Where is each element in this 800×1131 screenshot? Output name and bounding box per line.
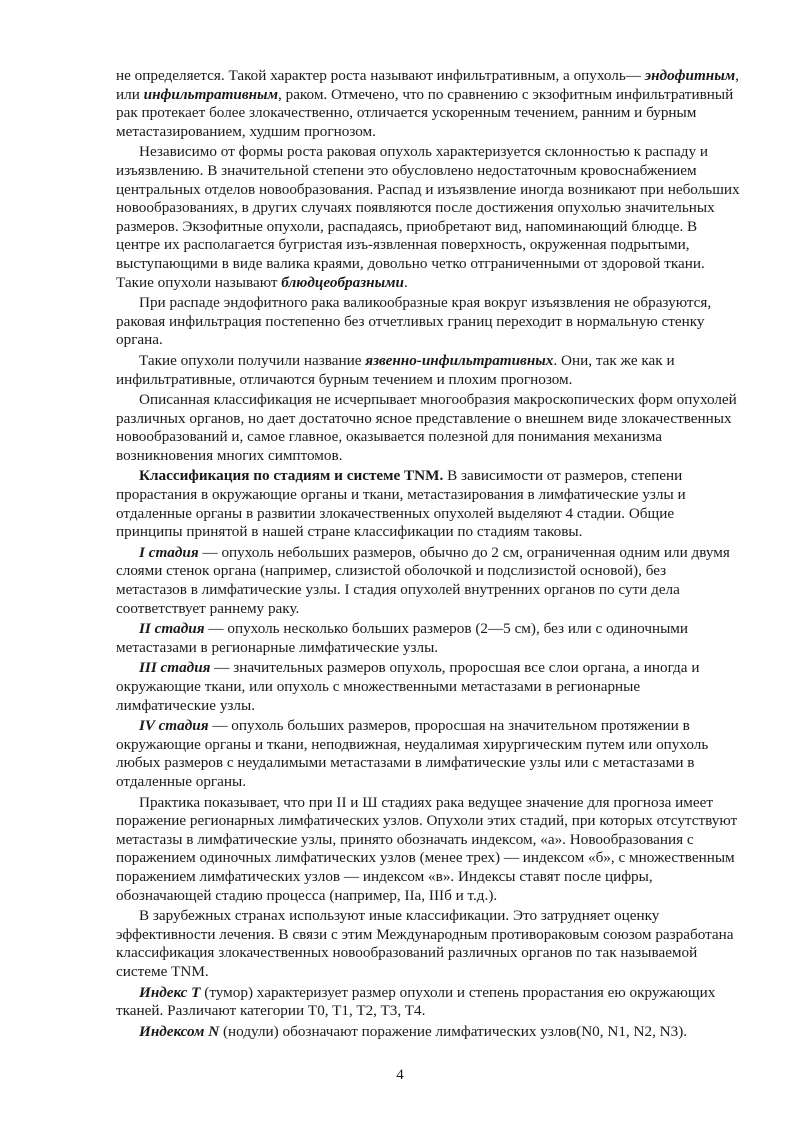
paragraph	[116, 907, 740, 981]
text-run: — опухоль несколько больших размеров (2—5 см), без или с одиночными метастазами в регионарные лимфатические узлы.	[116, 620, 689, 656]
text-run: В зависимости от размеров, степени прорастания в окружающие органы и ткани, метастазирования в лимфатические узлы и отдаленные органы в развитии злокачественных опухолей выделяют 4 стадии. Общие принципы принятой в нашей стране классификации по стадиям таковы.	[116, 467, 686, 541]
text-run: — опухоль небольших размеров, обычно до 2 см, ограниченная одним или двумя слоями стенок органа (например, слизистой оболочкой и подслизистой основой), без метастазов в лимфатические узлы. I стадия опухолей внутренних органов по сути дела соответствует раннему раку.	[116, 543, 730, 617]
text-run: не определяется. Такой характер роста называют инфильтративным, а опухоль—	[116, 67, 645, 84]
emphasized-term: IV стадия	[139, 717, 209, 735]
bold-heading: Классификация по стадиям и системе TNM.	[139, 467, 444, 485]
paragraph	[116, 294, 740, 350]
paragraph	[116, 794, 740, 906]
paragraph	[116, 1023, 740, 1042]
paragraph	[116, 391, 740, 465]
text-run: — опухоль больших размеров, проросшая на значительном протяжении в окружающие органы и ткани, неподвижная, неудалимая хирургическим путем или опухоль любых размеров с неудалимыми метастазами в лимфатические узлы или с метастазами в отдаленные органы.	[116, 717, 709, 790]
text-run: В зарубежных странах используют иные классификации. Это затрудняет оценку эффективности лечения. В связи с этим Международным противораковым союзом разработана классификация злокачественных новообразований различных органов по так называемой системе TNM.	[116, 907, 734, 980]
emphasized-term: эндофитным	[644, 67, 736, 84]
emphasized-term: III стадия	[139, 659, 211, 677]
paragraph	[116, 620, 740, 657]
paragraph	[116, 984, 740, 1021]
paragraph	[116, 544, 740, 618]
emphasized-term: блюдцеобразными	[281, 273, 404, 291]
text-run: Такие опухоли получили название	[139, 351, 366, 369]
paragraph	[116, 143, 740, 292]
text-run: (тумор) характеризует размер опухоли и степень прорастания ею окружающих тканей. Различают категории T0, T1, T2, T3, T4.	[116, 983, 716, 1020]
text-run: . Они, так же как и инфильтративные, отличаются бурным течением и плохим прогнозом.	[116, 351, 675, 388]
text-run: , или	[116, 67, 739, 103]
text-run: Практика показывает, что при II и Ш стадиях рака ведущее значение для прогноза имеет поражение регионарных лимфатических узлов. Опухоли этих стадий, при которых отсутствуют метастазы в лимфатические узлы, принято обозначать индексом, «а». Новообразования с поражением одиночных лимфатических узлов (менее трех) — индексом «б», с множественным поражением лимфатических узлов — индексом «в». Индексы ставят после цифры, обозначающей стадию процесса (например, IIa, IIIб и т.д.).	[116, 793, 738, 904]
emphasized-term: II стадия	[139, 620, 205, 638]
text-run: , раком. Отмечено, что по сравнению с экзофитным инфильтративный рак протекает более злокачественно, отличается ускоренным течением, ранним и бурным метастазированием, худшим прогнозом.	[116, 85, 734, 140]
text-run: — значительных размеров опухоль, проросшая все слои органа, а иногда и окружающие ткани, или опухоль с множественными метастазами в регионарные лимфатические узлы.	[116, 659, 700, 714]
emphasized-term: Индекс T	[139, 983, 201, 1001]
paragraph	[116, 67, 740, 141]
paragraph	[116, 717, 740, 791]
text-run: Описанная классификация не исчерпывает многообразия макроскопических форм опухолей различных органов, но дает достаточно ясное представление о внешнем виде злокачественных новообразований и, самое главное, оказывается полезной для понимания механизма возникновения многих симптомов.	[116, 391, 737, 464]
paragraph	[116, 467, 740, 541]
emphasized-term: I стадия	[139, 543, 199, 561]
text-run: Независимо от формы роста раковая опухоль характеризуется склонностью к распаду и изъязвлению. В значительной степени это обусловлено недостаточным кровоснабжением центральных отделов новообразования. Распад и изъязвление иногда возникают при небольших новообразованиях, в других случаях появляются после достижения опухолью значительных размеров. Экзофитные опухоли, распадаясь, приобретают вид, напоминающий блюдце. В центре их располагается бугристая изъ-язвленная поверхность, окруженная подрытыми, выступающими в виде валика краями, довольно четко отграниченными от здоровой ткани. Такие опухоли называют	[116, 143, 740, 291]
text-run: .	[404, 273, 408, 291]
paragraph	[116, 352, 740, 389]
emphasized-term: инфильтративным	[143, 85, 278, 103]
emphasized-term: язвенно-инфильтративных	[365, 351, 554, 369]
text-run: При распаде эндофитного рака валикообразные края вокруг изъязвления не образуются, раковая инфильтрация постепенно без отчетливых границ переходит в нормальную стенку органа.	[116, 294, 712, 349]
page-number: 4	[396, 1067, 404, 1083]
document-body	[116, 67, 740, 1041]
paragraph	[116, 659, 740, 715]
emphasized-term: Индексом N	[139, 1022, 220, 1040]
text-run: (нодули) обозначают поражение лимфатических узлов(N0, N1, N2, N3).	[219, 1022, 688, 1040]
